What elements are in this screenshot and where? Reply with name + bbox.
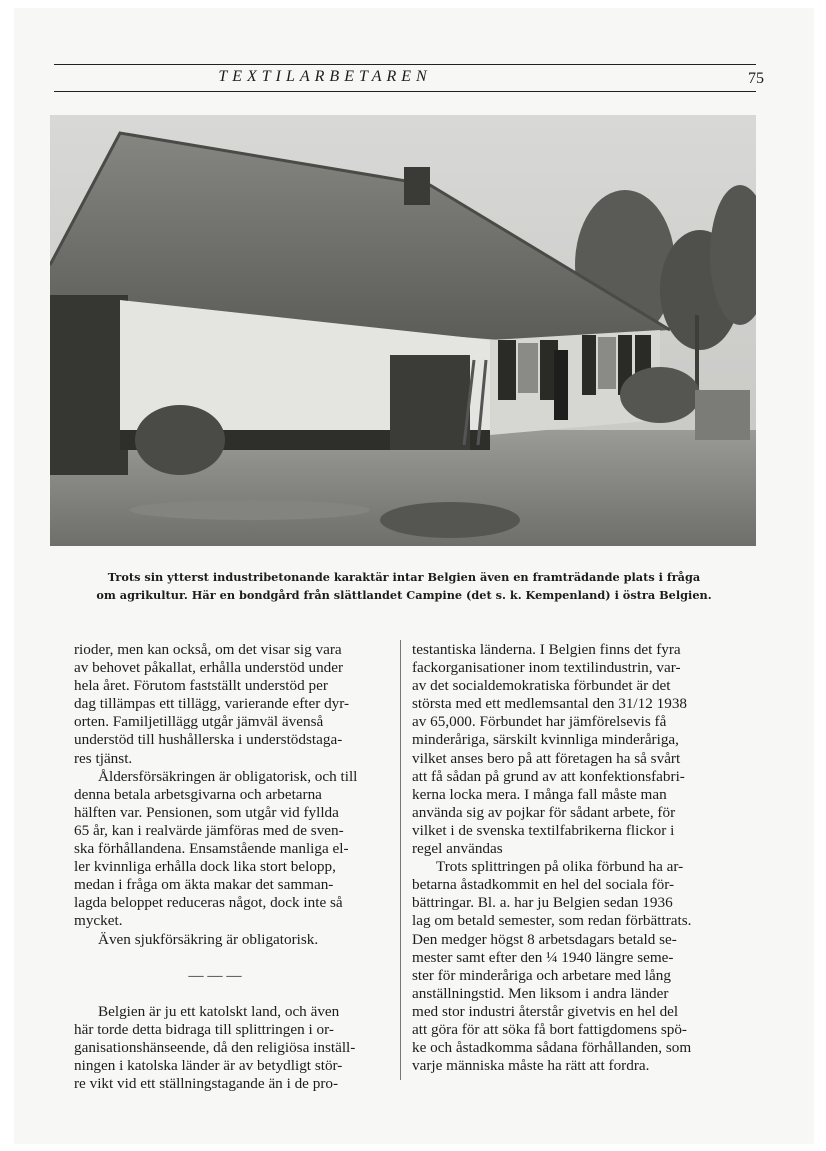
- text-line: ler kvinnliga erhålla dock lika stort belopp,: [74, 858, 336, 876]
- text-line: att få sådan på grund av att konfektionsfabri-: [412, 767, 685, 785]
- document-page: [14, 8, 814, 1144]
- text-line: lag om betald semester, som redan förbättrats.: [412, 912, 692, 930]
- right-column: [412, 641, 756, 1075]
- text-line: av 65,000. Förbundet har jämförelsevis få: [412, 713, 667, 731]
- text-line: 65 år, kan i realvärde jämföras med de sven-: [74, 821, 344, 839]
- text-line: understöd till hushållerska i understödstaga-: [74, 731, 343, 749]
- text-line: ganisationshänseende, då den religiösa inställ-: [74, 1038, 356, 1056]
- text-line: med stor industri återstår givetvis en hel del: [412, 1002, 679, 1020]
- text-line: orten. Familjetillägg utgår jämväl ävenså: [74, 713, 324, 731]
- caption-line: Trots sin ytterst industribetonande karaktär intar Belgien även en framträdande plats i fråga: [107, 570, 701, 584]
- header-rule-top: [54, 64, 756, 65]
- text-line: ningen i katolska länder är av betydligt stör-: [74, 1056, 343, 1074]
- text-line: Belgien är ju ett katolskt land, och även: [98, 1002, 340, 1020]
- text-line: Åldersförsäkringen är obligatorisk, och till: [98, 767, 358, 785]
- text-line: Även sjukförsäkring är obligatorisk.: [98, 930, 319, 948]
- text-line: här torde detta bidraga till splittringen i or-: [74, 1020, 334, 1038]
- text-line: använda sig av pojkar för sådant arbete, för: [412, 803, 676, 821]
- column-divider: [400, 640, 401, 1080]
- spacer: [74, 949, 386, 967]
- text-line: lagda beloppet reduceras något, dock inte så: [74, 894, 343, 912]
- text-line: av det socialdemokratiska förbundet är det: [412, 677, 671, 695]
- text-line: ke och åstadkomma sådana förhållanden, som: [412, 1039, 692, 1057]
- text-line: medan i fråga om äkta makar det samman-: [74, 876, 334, 894]
- text-line: ska förhållandena. Ensamstående manliga el-: [74, 840, 349, 858]
- text-line: re vikt vid ett ställningstagande än i de pro-: [74, 1075, 339, 1093]
- text-line: av behovet påkallat, erhålla understöd under: [74, 659, 344, 677]
- text-line: hela året. Förutom fastställt understöd per: [74, 677, 328, 695]
- text-line: mycket.: [74, 912, 123, 930]
- text-line: kerna locka mera. I många fall måste man: [412, 785, 667, 803]
- page-number: 75: [748, 70, 764, 87]
- text-line: största med ett medlemsantal den 31/12 1938: [412, 695, 688, 713]
- text-line: fackorganisationer inom textilindustrin, var-: [412, 659, 681, 677]
- text-line: Trots splittringen på olika förbund ha ar-: [436, 858, 684, 876]
- text-line: dag tillämpas ett tillägg, varierande efter dyr-: [74, 695, 350, 713]
- text-line: res tjänst.: [74, 749, 133, 767]
- farmhouse-illustration: [50, 115, 756, 546]
- text-line: vilket i de svenska textilfabrikerna flickor i: [412, 821, 675, 839]
- text-line: anställningstid. Men liksom i andra länder: [412, 984, 669, 1002]
- text-line: bättringar. Bl. a. har ju Belgien sedan 1936: [412, 894, 673, 912]
- caption-line: om agrikultur. Här en bondgård från slättlandet Campine (det s. k. Kempenland) i östra Belgien.: [96, 588, 712, 602]
- text-line: minderåriga, särskilt kvinnliga minderåriga,: [412, 731, 679, 749]
- spacer: [74, 985, 386, 1003]
- text-line: betarna åstadkommit en hel del sociala för-: [412, 876, 674, 894]
- text-line: testantiska länderna. I Belgien finns det fyra: [412, 641, 681, 658]
- photo-caption: [54, 568, 754, 604]
- text-line: varje människa måste ha rätt att fordra.: [412, 1057, 650, 1075]
- text-line: regel användas: [412, 840, 503, 858]
- text-line: Den medger högst 8 arbetsdagars betald se-: [412, 930, 677, 948]
- text-line: vilket anses bero på att företagen ha så svårt: [412, 749, 681, 767]
- text-line: mester samt efter den ¼ 1940 längre seme-: [412, 948, 674, 966]
- farmhouse-photo: [50, 115, 756, 546]
- section-separator: — — —: [188, 966, 242, 984]
- header-rule-bottom: [54, 91, 756, 92]
- text-line: rioder, men kan också, om det visar sig vara: [74, 641, 342, 658]
- text-line: ster för minderåriga och arbetare med lång: [412, 966, 671, 984]
- left-column: [74, 641, 386, 1093]
- text-line: hälften var. Pensionen, som utgår vid fyllda: [74, 803, 339, 821]
- text-line: denna betala arbetsgivarna och arbetarna: [74, 785, 322, 803]
- text-line: att göra för att söka få bort fattigdomens spö-: [412, 1020, 687, 1038]
- running-title: TEXTILARBETAREN: [218, 68, 432, 85]
